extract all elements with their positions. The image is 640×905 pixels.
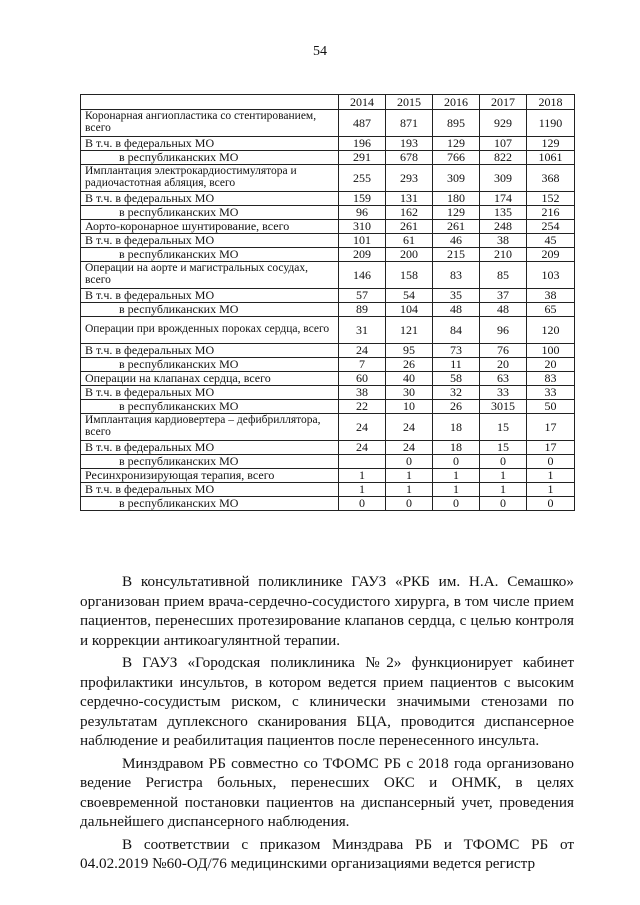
value-cell: 33 bbox=[480, 386, 527, 400]
value-cell: 15 bbox=[480, 414, 527, 441]
row-label: В т.ч. в федеральных МО bbox=[81, 483, 339, 497]
value-cell: 1 bbox=[339, 469, 386, 483]
value-cell: 929 bbox=[480, 110, 527, 137]
table-row bbox=[81, 262, 575, 289]
value-cell: 107 bbox=[480, 137, 527, 151]
value-cell: 248 bbox=[480, 220, 527, 234]
value-cell: 76 bbox=[480, 344, 527, 358]
value-cell: 37 bbox=[480, 289, 527, 303]
value-cell: 15 bbox=[480, 441, 527, 455]
value-cell: 1 bbox=[480, 483, 527, 497]
value-cell: 209 bbox=[527, 248, 575, 262]
row-label: Коронарная ангиопластика со стентированием, всего bbox=[81, 110, 339, 137]
table-row bbox=[81, 206, 575, 220]
value-cell: 146 bbox=[339, 262, 386, 289]
paragraph: Минздравом РБ совместно со ТФОМС РБ с 2018 года организовано ведение Регистра больных, перенесших ОКС и ОНМК, в целях своевременной постановки пациентов на диспансерный учет, проведения дальнейшего диспансерного наблюдения. bbox=[80, 754, 574, 830]
table-row bbox=[81, 192, 575, 206]
value-cell: 1 bbox=[386, 469, 433, 483]
table-row bbox=[81, 441, 575, 455]
value-cell: 26 bbox=[386, 358, 433, 372]
value-cell: 1 bbox=[480, 469, 527, 483]
value-cell: 24 bbox=[339, 414, 386, 441]
value-cell: 104 bbox=[386, 303, 433, 317]
value-cell: 38 bbox=[339, 386, 386, 400]
paragraph: В соответствии с приказом Минздрава РБ и ТФОМС РБ от 04.02.2019 №60-ОД/76 медицинскими организациями ведется регистр bbox=[80, 835, 574, 872]
header-empty-cell bbox=[81, 95, 339, 110]
row-label: в республиканских МО bbox=[81, 206, 339, 220]
value-cell: 1 bbox=[527, 483, 575, 497]
value-cell: 1 bbox=[433, 483, 480, 497]
value-cell: 89 bbox=[339, 303, 386, 317]
statistics-table bbox=[80, 94, 575, 511]
value-cell: 487 bbox=[339, 110, 386, 137]
value-cell: 63 bbox=[480, 372, 527, 386]
row-label: в республиканских МО bbox=[81, 303, 339, 317]
value-cell: 46 bbox=[433, 234, 480, 248]
value-cell: 0 bbox=[386, 497, 433, 511]
value-cell: 96 bbox=[480, 317, 527, 344]
value-cell: 174 bbox=[480, 192, 527, 206]
table-row bbox=[81, 372, 575, 386]
value-cell: 291 bbox=[339, 151, 386, 165]
row-label: Имплантация электрокардиостимулятора и радиочастотная абляция, всего bbox=[81, 165, 339, 192]
table-row bbox=[81, 289, 575, 303]
value-cell: 35 bbox=[433, 289, 480, 303]
value-cell: 129 bbox=[433, 206, 480, 220]
value-cell: 368 bbox=[527, 165, 575, 192]
value-cell: 1 bbox=[527, 469, 575, 483]
table-row bbox=[81, 248, 575, 262]
value-cell: 0 bbox=[480, 497, 527, 511]
value-cell: 50 bbox=[527, 400, 575, 414]
value-cell: 100 bbox=[527, 344, 575, 358]
value-cell: 11 bbox=[433, 358, 480, 372]
value-cell: 24 bbox=[386, 441, 433, 455]
value-cell: 54 bbox=[386, 289, 433, 303]
row-label: В т.ч. в федеральных МО bbox=[81, 234, 339, 248]
table-row bbox=[81, 303, 575, 317]
year-header: 2015 bbox=[386, 95, 433, 110]
value-cell: 121 bbox=[386, 317, 433, 344]
value-cell: 24 bbox=[339, 344, 386, 358]
value-cell: 871 bbox=[386, 110, 433, 137]
table-row bbox=[81, 220, 575, 234]
value-cell: 193 bbox=[386, 137, 433, 151]
table-row bbox=[81, 234, 575, 248]
value-cell: 162 bbox=[386, 206, 433, 220]
table-row bbox=[81, 414, 575, 441]
page-number: 54 bbox=[313, 44, 327, 59]
value-cell: 1 bbox=[386, 483, 433, 497]
value-cell: 180 bbox=[433, 192, 480, 206]
value-cell: 20 bbox=[527, 358, 575, 372]
row-label: Имплантация кардиовертера – дефибриллятора, всего bbox=[81, 414, 339, 441]
year-header: 2018 bbox=[527, 95, 575, 110]
paragraph: В ГАУЗ «Городская поликлиника №2» функционирует кабинет профилактики инсультов, в котором ведется прием пациентов с высоким сердечно-сосудистым риском, с клинически значимыми стенозами по результатам дуплексного сканирования БЦА, проводится диспансерное наблюдение и реабилитация пациентов после перенесенного инсульта. bbox=[80, 654, 574, 749]
value-cell: 17 bbox=[527, 414, 575, 441]
value-cell: 24 bbox=[339, 441, 386, 455]
value-cell: 135 bbox=[480, 206, 527, 220]
value-cell: 57 bbox=[339, 289, 386, 303]
table-row bbox=[81, 483, 575, 497]
row-label: в республиканских МО bbox=[81, 358, 339, 372]
value-cell: 0 bbox=[527, 455, 575, 469]
value-cell: 45 bbox=[527, 234, 575, 248]
value-cell: 61 bbox=[386, 234, 433, 248]
value-cell: 159 bbox=[339, 192, 386, 206]
value-cell: 48 bbox=[433, 303, 480, 317]
value-cell: 48 bbox=[480, 303, 527, 317]
value-cell: 38 bbox=[527, 289, 575, 303]
value-cell: 1 bbox=[339, 483, 386, 497]
value-cell: 101 bbox=[339, 234, 386, 248]
value-cell: 18 bbox=[433, 414, 480, 441]
value-cell: 1061 bbox=[527, 151, 575, 165]
value-cell: 84 bbox=[433, 317, 480, 344]
value-cell: 822 bbox=[480, 151, 527, 165]
value-cell: 24 bbox=[386, 414, 433, 441]
value-cell: 73 bbox=[433, 344, 480, 358]
table-row bbox=[81, 400, 575, 414]
table-row bbox=[81, 344, 575, 358]
table-row bbox=[81, 469, 575, 483]
value-cell: 40 bbox=[386, 372, 433, 386]
row-label: В т.ч. в федеральных МО bbox=[81, 137, 339, 151]
value-cell: 309 bbox=[433, 165, 480, 192]
row-label: в республиканских МО bbox=[81, 400, 339, 414]
value-cell: 895 bbox=[433, 110, 480, 137]
value-cell: 18 bbox=[433, 441, 480, 455]
year-header: 2014 bbox=[339, 95, 386, 110]
value-cell: 120 bbox=[527, 317, 575, 344]
value-cell: 95 bbox=[386, 344, 433, 358]
value-cell: 83 bbox=[433, 262, 480, 289]
value-cell: 131 bbox=[386, 192, 433, 206]
table-body bbox=[81, 110, 575, 511]
value-cell: 17 bbox=[527, 441, 575, 455]
value-cell: 83 bbox=[527, 372, 575, 386]
row-label: Ресинхронизирующая терапия, всего bbox=[81, 469, 339, 483]
value-cell: 103 bbox=[527, 262, 575, 289]
table-row bbox=[81, 455, 575, 469]
row-label: В т.ч. в федеральных МО bbox=[81, 289, 339, 303]
value-cell: 129 bbox=[527, 137, 575, 151]
value-cell: 30 bbox=[386, 386, 433, 400]
value-cell: 209 bbox=[339, 248, 386, 262]
row-label: в республиканских МО bbox=[81, 455, 339, 469]
row-label: В т.ч. в федеральных МО bbox=[81, 441, 339, 455]
table-row bbox=[81, 110, 575, 137]
row-label: В т.ч. в федеральных МО bbox=[81, 386, 339, 400]
body-text bbox=[80, 572, 574, 877]
value-cell: 200 bbox=[386, 248, 433, 262]
value-cell: 129 bbox=[433, 137, 480, 151]
value-cell: 254 bbox=[527, 220, 575, 234]
value-cell: 65 bbox=[527, 303, 575, 317]
row-label: Аорто-коронарное шунтирование, всего bbox=[81, 220, 339, 234]
value-cell: 96 bbox=[339, 206, 386, 220]
table-row bbox=[81, 137, 575, 151]
value-cell: 0 bbox=[339, 497, 386, 511]
value-cell: 26 bbox=[433, 400, 480, 414]
table-header-row bbox=[81, 95, 575, 110]
value-cell: 210 bbox=[480, 248, 527, 262]
row-label: Операции на аорте и магистральных сосудах, всего bbox=[81, 262, 339, 289]
value-cell: 31 bbox=[339, 317, 386, 344]
value-cell: 0 bbox=[433, 455, 480, 469]
value-cell: 60 bbox=[339, 372, 386, 386]
value-cell: 85 bbox=[480, 262, 527, 289]
row-label: В т.ч. в федеральных МО bbox=[81, 344, 339, 358]
value-cell: 7 bbox=[339, 358, 386, 372]
table-row bbox=[81, 151, 575, 165]
value-cell: 38 bbox=[480, 234, 527, 248]
row-label: в республиканских МО bbox=[81, 151, 339, 165]
row-label: Операции на клапанах сердца, всего bbox=[81, 372, 339, 386]
value-cell: 152 bbox=[527, 192, 575, 206]
year-header: 2017 bbox=[480, 95, 527, 110]
value-cell: 10 bbox=[386, 400, 433, 414]
value-cell: 33 bbox=[527, 386, 575, 400]
value-cell: 215 bbox=[433, 248, 480, 262]
value-cell: 0 bbox=[386, 455, 433, 469]
table-row bbox=[81, 358, 575, 372]
value-cell: 1190 bbox=[527, 110, 575, 137]
value-cell: 22 bbox=[339, 400, 386, 414]
value-cell: 255 bbox=[339, 165, 386, 192]
value-cell: 216 bbox=[527, 206, 575, 220]
table-row bbox=[81, 317, 575, 344]
value-cell: 0 bbox=[433, 497, 480, 511]
value-cell bbox=[339, 455, 386, 469]
value-cell: 0 bbox=[527, 497, 575, 511]
value-cell: 158 bbox=[386, 262, 433, 289]
year-header: 2016 bbox=[433, 95, 480, 110]
row-label: в республиканских МО bbox=[81, 248, 339, 262]
value-cell: 310 bbox=[339, 220, 386, 234]
table-row bbox=[81, 497, 575, 511]
value-cell: 20 bbox=[480, 358, 527, 372]
row-label: в республиканских МО bbox=[81, 497, 339, 511]
table-row bbox=[81, 386, 575, 400]
value-cell: 261 bbox=[433, 220, 480, 234]
value-cell: 32 bbox=[433, 386, 480, 400]
value-cell: 309 bbox=[480, 165, 527, 192]
row-label: В т.ч. в федеральных МО bbox=[81, 192, 339, 206]
value-cell: 3015 bbox=[480, 400, 527, 414]
value-cell: 58 bbox=[433, 372, 480, 386]
value-cell: 293 bbox=[386, 165, 433, 192]
paragraph: В консультативной поликлинике ГАУЗ «РКБ им. Н.А. Семашко» организован прием врача-сердечно-сосудистого хирурга, в том числе прием пациентов, перенесших протезирование клапанов сердца, с целью контроля и коррекции антикоагулянтной терапии. bbox=[80, 573, 574, 649]
value-cell: 0 bbox=[480, 455, 527, 469]
table-row bbox=[81, 165, 575, 192]
value-cell: 678 bbox=[386, 151, 433, 165]
value-cell: 261 bbox=[386, 220, 433, 234]
row-label: Операции при врожденных пороках сердца, всего bbox=[81, 317, 339, 344]
value-cell: 196 bbox=[339, 137, 386, 151]
value-cell: 1 bbox=[433, 469, 480, 483]
value-cell: 766 bbox=[433, 151, 480, 165]
